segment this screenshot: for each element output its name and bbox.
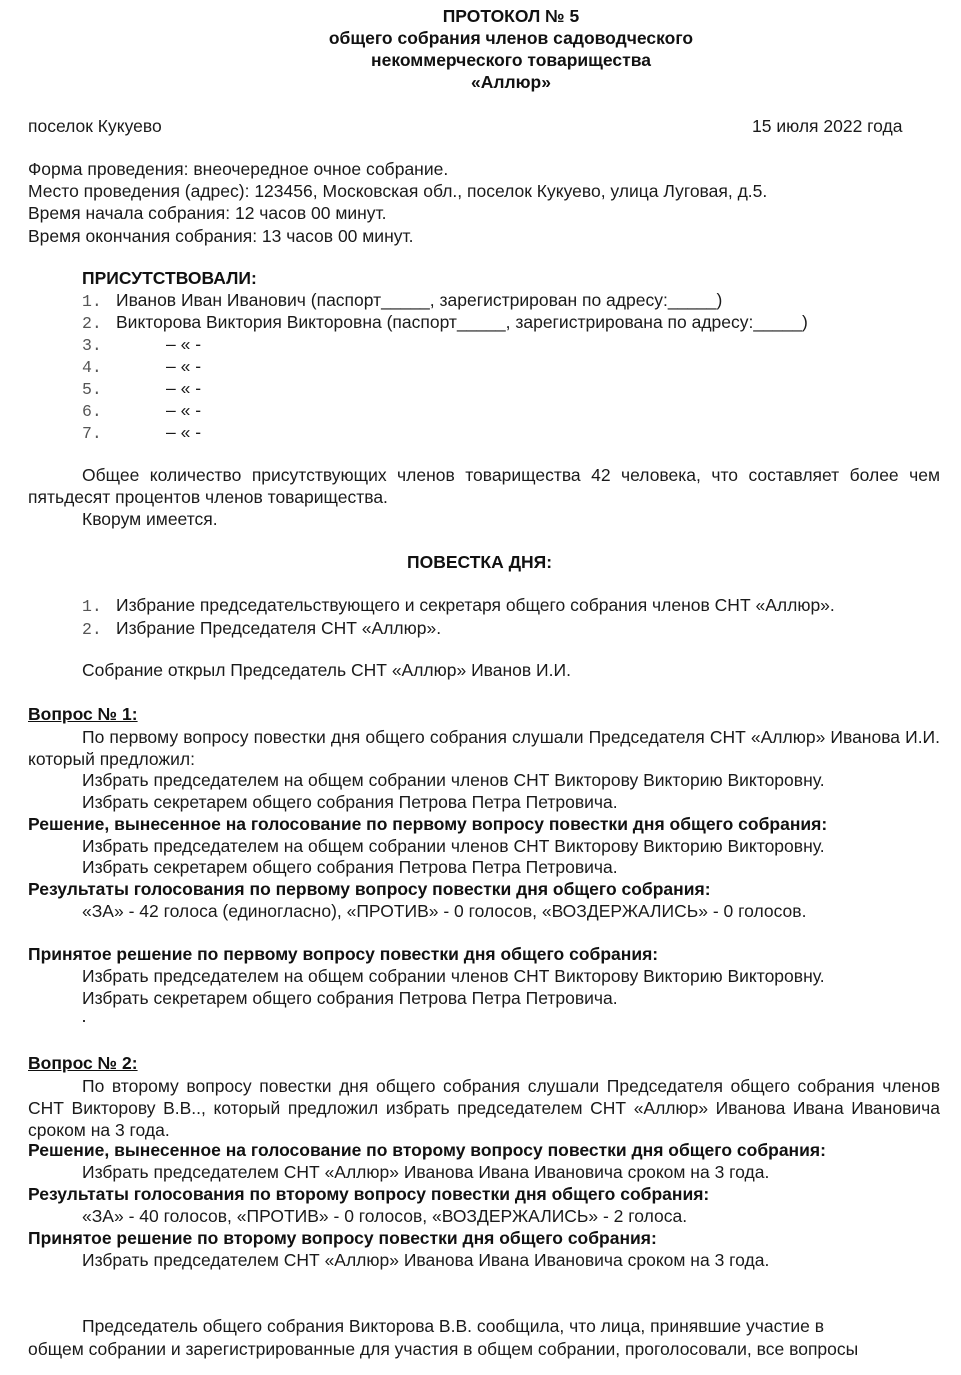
attendee-item (82, 400, 201, 421)
question-1-results-heading: Результаты голосования по первому вопросу повестки дня общего собрания: (28, 879, 711, 899)
list-number: 2. (82, 314, 102, 333)
document-title (0, 5, 961, 93)
title-line-1: ПРОТОКОЛ № 5 (442, 6, 580, 26)
attendee-item (82, 334, 201, 355)
question-1-intro: По первому вопросу повестки дня общего собрания слушали Председателя СНТ «Аллюр» Иванова И.И. который предложил: (28, 727, 940, 769)
list-number: 3. (82, 336, 102, 355)
list-number: 7. (82, 424, 102, 443)
title-line-4: «Аллюр» (471, 72, 551, 92)
title-line-3: некоммерческого товарищества (371, 50, 651, 70)
question-1-decision-line-2: Избрать секретарем общего собрания Петрова Петра Петровича. (82, 857, 618, 877)
question-1-results: «ЗА» - 42 голоса (единогласно), «ПРОТИВ» - 0 голосов, «ВОЗДЕРЖАЛИСЬ» - 0 голосов. (82, 901, 807, 921)
list-number: 4. (82, 358, 102, 377)
attendee-text: Викторова Виктория Викторовна (паспорт_____, зарегистрирована по адресу:_____) (116, 312, 808, 332)
meeting-form: Форма проведения: внеочередное очное собрание. (28, 159, 449, 179)
agenda-text: Избрание председательствующего и секретаря общего собрания членов СНТ «Аллюр». (116, 595, 835, 615)
list-number: 1. (82, 292, 102, 311)
meeting-end-time: Время окончания собрания: 13 часов 00 минут. (28, 226, 414, 246)
question-1-decision-heading: Решение, вынесенное на голосование по первому вопросу повестки дня общего собрания: (28, 814, 828, 834)
closing-line-2: общем собрании и зарегистрированные для участия в общем собрании, проголосовали, все вопросы (28, 1339, 859, 1359)
title-line-2: общего собрания членов садоводческого (328, 28, 694, 48)
ditto-mark: – « - (166, 422, 202, 442)
question-1-heading: Вопрос № 1: (28, 704, 138, 724)
question-2-intro: По второму вопросу повестки дня общего собрания слушали Председателя общего собрания членов СНТ Викторову В.В.., который предложил избрать председателем СНТ «Аллюр» Иванова Ивана Ивановича сроком на 3 года. (28, 1076, 940, 1140)
agenda-heading: ПОВЕСТКА ДНЯ: (407, 552, 553, 572)
meeting-start-time: Время начала собрания: 12 часов 00 минут. (28, 203, 387, 223)
attendee-item (82, 356, 201, 377)
question-1-decision-line-1: Избрать председателем на общем собрании членов СНТ Викторову Викторию Викторовну. (82, 836, 825, 856)
quorum-paragraph: Общее количество присутствующих членов товарищества 42 человека, что составляет более чем пятьдесят процентов членов товарищества. (28, 465, 940, 507)
question-2-decision-heading: Решение, вынесенное на голосование по второму вопросу повестки дня общего собрания: (28, 1140, 826, 1160)
question-1-adopted-heading: Принятое решение по первому вопросу повестки дня общего собрания: (28, 944, 659, 964)
attendee-text: Иванов Иван Иванович (паспорт_____, зарегистрирован по адресу:_____) (116, 290, 723, 310)
agenda-text: Избрание Председателя СНТ «Аллюр». (116, 618, 442, 638)
list-number: 5. (82, 380, 102, 399)
meeting-location: Место проведения (адрес): 123456, Московская обл., поселок Кукуево, улица Луговая, д.5. (28, 181, 768, 201)
attendee-item (82, 422, 201, 443)
ditto-mark: – « - (166, 378, 202, 398)
question-1-proposal-line-2: Избрать секретарем общего собрания Петрова Петра Петровича. (82, 792, 618, 812)
question-2-decision: Избрать председателем СНТ «Аллюр» Иванова Ивана Ивановича сроком на 3 года. (82, 1162, 770, 1182)
question-1-proposal-line-1: Избрать председателем на общем собрании членов СНТ Викторову Викторию Викторовну. (82, 770, 825, 790)
list-number: 2. (82, 620, 102, 639)
meeting-opened-by: Собрание открыл Председатель СНТ «Аллюр» Иванов И.И. (82, 660, 571, 680)
question-2-adopted-heading: Принятое решение по второму вопросу повестки дня общего собрания: (28, 1228, 657, 1248)
agenda-item (82, 595, 835, 616)
attendees-heading: ПРИСУТСТВОВАЛИ: (82, 268, 257, 288)
closing-line-1: Председатель общего собрания Викторова В.В. сообщила, что лица, принявшие участие в (82, 1316, 824, 1336)
question-2-results-heading: Результаты голосования по второму вопросу повестки дня общего собрания: (28, 1184, 710, 1204)
question-1-adopted-line-2: Избрать секретарем общего собрания Петрова Петра Петровича. (82, 988, 618, 1008)
list-number: 1. (82, 597, 102, 616)
attendee-item (82, 312, 808, 333)
attendee-item (82, 378, 201, 399)
meeting-place: поселок Кукуево (28, 116, 162, 136)
question-1-adopted-line-1: Избрать председателем на общем собрании членов СНТ Викторову Викторию Викторовну. (82, 966, 825, 986)
list-number: 6. (82, 402, 102, 421)
stray-dot (83, 1020, 85, 1022)
question-2-adopted: Избрать председателем СНТ «Аллюр» Иванова Ивана Ивановича сроком на 3 года. (82, 1250, 770, 1270)
agenda-item (82, 618, 441, 639)
attendee-item (82, 290, 722, 311)
ditto-mark: – « - (166, 334, 202, 354)
ditto-mark: – « - (166, 400, 202, 420)
ditto-mark: – « - (166, 356, 202, 376)
meeting-date: 15 июля 2022 года (752, 116, 903, 136)
question-2-results: «ЗА» - 40 голосов, «ПРОТИВ» - 0 голосов, «ВОЗДЕРЖАЛИСЬ» - 2 голоса. (82, 1206, 688, 1226)
question-2-heading: Вопрос № 2: (28, 1053, 138, 1073)
quorum-statement: Кворум имеется. (82, 509, 218, 529)
